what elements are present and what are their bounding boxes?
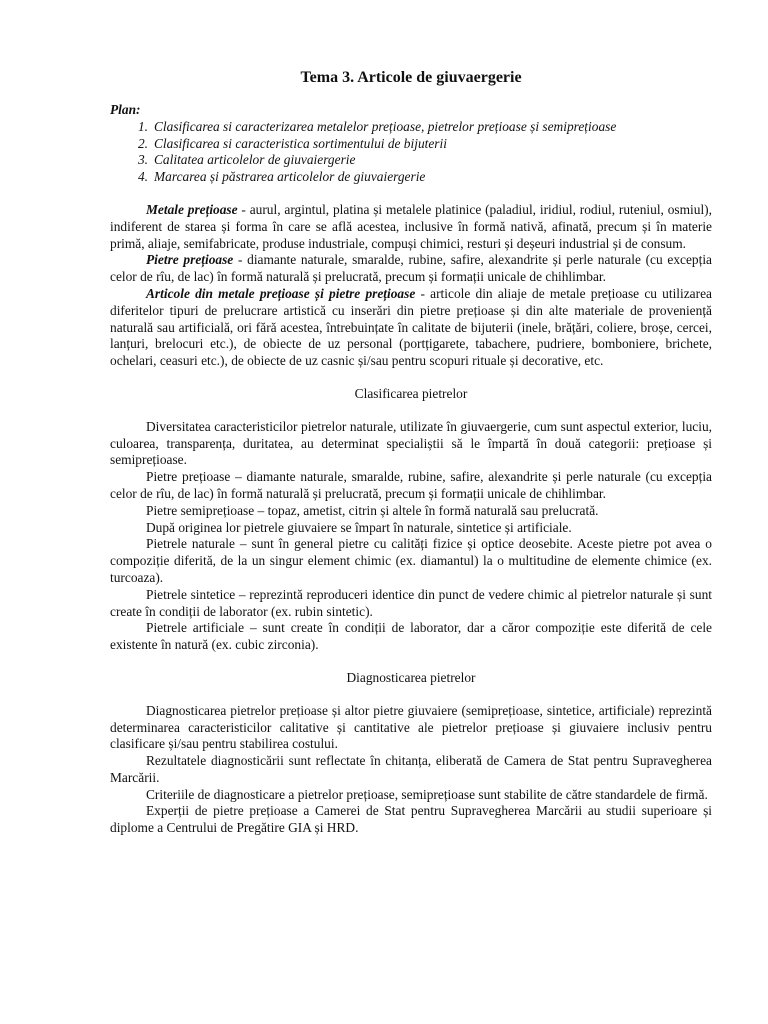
body-paragraph: Pietre semiprețioase – topaz, ametist, citrin și altele în formă naturală sau prelucrată. xyxy=(146,502,599,518)
plan-item-number: 1. xyxy=(137,118,148,134)
body-paragraph: Diversitatea caracteristicilor pietrelor naturale, utilizate în giuvaergerie, cum sunt aspectul exterior, luciu, culoarea, transparența, duritatea, au determinat specialiștii să le împartă în două categorii: prețioase și semiprețioase. xyxy=(110,418,712,468)
body-paragraph: Criteriile de diagnosticare a pietrelor prețioase, semiprețioase sunt stabilite de către standardele de firmă. xyxy=(146,786,708,802)
plan-item-number: 3. xyxy=(137,152,148,168)
definition-term: Metale prețioase xyxy=(146,201,238,217)
body-paragraph: Pietrele sintetice – reprezintă reproduceri identice din punct de vedere chimic al pietrelor naturale și sunt create în condiții de laborator (ex. rubin sintetic). xyxy=(110,586,712,619)
plan-list xyxy=(110,119,712,186)
document-title: Tema 3. Articole de giuvaergerie xyxy=(300,69,522,86)
definition-text: - diamante naturale, smaralde, rubine, safire, alexandrite și perle naturale (cu excepția celor de rîu, de lac) în formă naturală și prelucrată, precum și formații unicale de chihlimbar. xyxy=(110,252,712,285)
body-paragraph: Pietrele artificiale – sunt create în condiții de laborator, dar a căror compoziție este diferită de cele existente în natură (ex. cubic zirconia). xyxy=(110,620,712,653)
plan-item-text: Calitatea articolelor de giuvaiergerie xyxy=(154,152,356,168)
definition-text: - articole din aliaje de metale prețioase cu utilizarea diferitelor tipuri de prelucrare artistică cu inserări din pietre prețioase și din alte materiale de proveniență naturală sau artificială, ori fără acestea, întrebuințate în calitate de bijuterii (inele, brățări, coliere, broșe, cercei, lanțuri, brelocuri etc.), de obiecte de uz personal (portțigarete, tabachere, pudriere, bomboniere, brichete, ochelari, ceasuri etc.), de obiecte de uz casnic și/sau pentru scopuri rituale și decorative, etc. xyxy=(110,285,712,369)
plan-item-number: 2. xyxy=(137,135,148,151)
plan-item xyxy=(110,119,712,136)
body-paragraph: Experții de pietre prețioase a Camerei de Stat pentru Supravegherea Marcării au studii superioare și diplome a Centrului de Pregătire GIA și HRD. xyxy=(110,803,712,836)
plan-item-text: Clasificarea si caracterizarea metalelor prețioase, pietrelor prețioase și semiprețioase xyxy=(154,118,617,134)
body-paragraph: Rezultatele diagnosticării sunt reflectate în chitanța, eliberată de Camera de Stat pentru Supravegherea Marcării. xyxy=(110,753,712,785)
plan-section xyxy=(110,102,712,186)
plan-item xyxy=(110,169,712,186)
section-title: Clasificarea pietrelor xyxy=(354,385,468,401)
section-diagnostics xyxy=(110,670,712,837)
section-title: Diagnosticarea pietrelor xyxy=(346,669,476,685)
section-classification xyxy=(110,386,712,654)
plan-item-text: Clasificarea si caracteristica sortimentului de bijuterii xyxy=(154,135,447,151)
plan-item xyxy=(110,136,712,153)
definition-paragraph xyxy=(110,286,712,370)
definition-term: Articole din metale prețioase și pietre prețioase xyxy=(146,285,416,301)
intro-definitions xyxy=(110,202,712,370)
definition-paragraph xyxy=(110,202,712,252)
plan-item-number: 4. xyxy=(137,169,148,185)
definition-text: - aurul, argintul, platina și metalele platinice (paladiul, iridiul, rodiul, ruteniul, osmiul), indiferent de starea și forma în care se află acestea, inclusive în formă nativă, afinată, precum și în materie primă, aliaje, semifabricate, produse industriale, compuși chimici, resturi și deșeuri industrial și de consum. xyxy=(110,201,712,251)
definition-paragraph xyxy=(110,252,712,286)
body-paragraph: Diagnosticarea pietrelor prețioase și altor pietre giuvaiere (semiprețioase, sintetice, artificiale) reprezintă determinarea caracteristicilor calitative și cantitative ale pietrelor prețioase și giuvaiere inclusiv pentru clasificare și/sau pentru stabilirea costului. xyxy=(110,702,712,752)
body-paragraph: Pietre prețioase – diamante naturale, smaralde, rubine, safire, alexandrite și perle naturale (cu excepția celor de rîu, de lac) în formă naturală și prelucrată, precum și formații unicale de chihlimbar. xyxy=(110,469,712,501)
definition-term: Pietre prețioase xyxy=(146,252,234,268)
body-paragraph: Pietrele naturale – sunt în general pietre cu calități fizice și optice deosebite. Aceste pietre pot avea o compoziție diferită, de la un singur element chimic (ex. diamantul) la o multitudine de elemente chimice (ex. turcoaza). xyxy=(110,536,712,585)
plan-item xyxy=(110,152,712,169)
body-paragraph: După originea lor pietrele giuvaiere se împart în naturale, sintetice și artificiale. xyxy=(146,519,572,535)
document-page xyxy=(110,68,712,837)
plan-item-text: Marcarea și păstrarea articolelor de giuvaiergerie xyxy=(154,169,426,185)
plan-label: Plan: xyxy=(110,102,141,117)
